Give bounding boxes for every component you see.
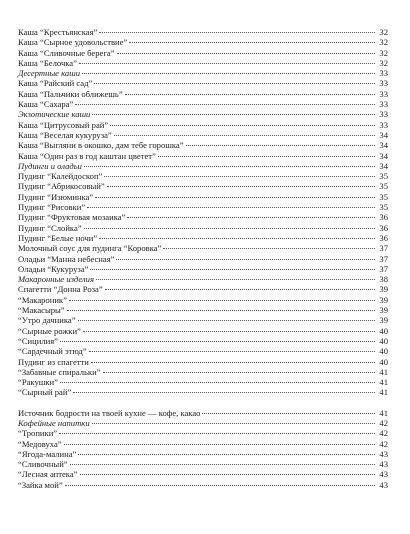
toc-entry	[18, 367, 388, 377]
toc-entry	[18, 202, 388, 212]
toc-entry	[18, 315, 388, 325]
toc-entry-page-number: 41	[379, 407, 388, 418]
toc-entry-title: Пудинг “Абрикосовый”	[18, 181, 105, 192]
toc-entry-title: “Лесная аптека”	[18, 469, 78, 480]
toc-entry	[18, 428, 388, 438]
toc-entry-page-number: 32	[379, 27, 388, 37]
toc-entry-title: Спагетти “Донна Роза”	[18, 284, 103, 295]
toc-entry-title: “Макароник”	[18, 294, 67, 305]
toc-entry-title: “Утро дачника”	[18, 315, 76, 326]
dot-leader	[78, 320, 375, 321]
table-of-contents	[18, 27, 388, 490]
toc-entry-page-number: 33	[379, 78, 388, 89]
toc-entry-title: Пудинг “Рисовки”	[18, 202, 86, 213]
toc-entry-title: Пудинги и оладьи	[18, 160, 82, 171]
toc-entry-title: “Тропики”	[18, 428, 58, 439]
toc-entry-title: Оладьи “Кукуруза”	[18, 263, 89, 274]
toc-entry-page-number: 35	[379, 171, 388, 182]
toc-entry-title: “Медовуха”	[18, 438, 62, 449]
toc-entry	[18, 326, 388, 336]
dot-leader	[60, 382, 375, 383]
toc-entry-page-number: 39	[379, 305, 388, 316]
toc-entry	[18, 233, 388, 243]
toc-entry-page-number: 36	[379, 232, 388, 243]
toc-entry	[18, 89, 388, 99]
dot-leader	[60, 341, 375, 342]
toc-entry-page-number: 33	[379, 99, 388, 110]
dot-leader	[186, 145, 375, 146]
toc-entry-page-number: 36	[379, 222, 388, 233]
toc-entry-page-number: 40	[379, 335, 388, 346]
toc-entry-page-number: 35	[379, 181, 388, 192]
toc-entry-title: Пудинг “Слойка”	[18, 222, 82, 233]
dot-leader	[79, 63, 375, 64]
toc-entry-page-number: 43	[379, 479, 388, 490]
dot-leader	[82, 73, 375, 74]
toc-entry-title: Каша “Пальчики оближешь”	[18, 88, 123, 99]
dot-leader	[163, 248, 375, 249]
toc-entry	[18, 387, 388, 397]
dot-leader	[202, 413, 375, 414]
toc-entry-title: Макаронные изделия	[18, 274, 94, 285]
toc-entry-title: Оладьи “Манна небесная”	[18, 253, 115, 264]
toc-entry-title: “Сырный рай”	[18, 387, 72, 398]
toc-entry	[18, 212, 388, 222]
toc-entry-title: Пудинг “Белые ночи”	[18, 232, 98, 243]
toc-entry-title: Экзотические каши	[18, 109, 91, 120]
dot-leader	[75, 104, 375, 105]
toc-entry-page-number: 34	[379, 160, 388, 171]
toc-entry	[18, 377, 388, 387]
dot-leader	[117, 53, 375, 54]
toc-entry-title: “Сливочный”	[18, 459, 68, 470]
dot-leader	[91, 362, 375, 363]
toc-entry	[18, 27, 388, 37]
toc-entry-title: Пудинг “Калейдоскоп”	[18, 171, 103, 182]
toc-section-heading	[18, 274, 388, 284]
toc-entry-title: “Сардечный этюд”	[18, 346, 87, 357]
toc-entry	[18, 254, 388, 264]
dot-leader	[129, 42, 375, 43]
toc-entry-page-number: 32	[379, 37, 388, 48]
toc-entry-page-number: 34	[379, 140, 388, 151]
toc-entry-title: Каша “Выгляни в окошко, дам тебе горошка”	[18, 140, 184, 151]
toc-entry	[18, 181, 388, 191]
toc-entry	[18, 357, 388, 367]
toc-entry	[18, 37, 388, 47]
toc-entry-page-number: 39	[379, 315, 388, 326]
toc-entry-title: “Ракушки”	[18, 377, 58, 388]
toc-entry	[18, 140, 388, 150]
dot-leader	[96, 279, 375, 280]
toc-entry-page-number: 43	[379, 448, 388, 459]
toc-entry-page-number: 42	[379, 428, 388, 439]
dot-leader	[90, 269, 375, 270]
toc-entry	[18, 171, 388, 181]
dot-leader	[125, 94, 375, 95]
dot-leader	[87, 207, 375, 208]
toc-entry-title: Каша “Сахара”	[18, 99, 74, 110]
toc-entry	[18, 295, 388, 305]
toc-section-heading	[18, 161, 388, 171]
dot-leader	[80, 474, 376, 475]
dot-leader	[116, 259, 375, 260]
toc-entry-page-number: 36	[379, 212, 388, 223]
toc-entry-title: Каша “Веселая кукуруза”	[18, 129, 112, 140]
toc-entry-title: Каша “Цитрусовый рай”	[18, 119, 109, 130]
dot-leader	[92, 423, 375, 424]
dot-leader	[92, 114, 375, 115]
toc-entry-page-number: 37	[379, 263, 388, 274]
toc-entry	[18, 78, 388, 88]
toc-entry-title: Пудинг “Изюминка”	[18, 191, 94, 202]
toc-entry-page-number: 40	[379, 325, 388, 336]
dot-leader	[105, 289, 375, 290]
toc-entry-title: Каша “Один раз в год каштан цветет”	[18, 150, 156, 161]
toc-entry	[18, 480, 388, 490]
dot-leader	[104, 176, 375, 177]
toc-entry	[18, 346, 388, 356]
toc-entry-title: Пудинг “Фруктовая мозаика”	[18, 212, 126, 223]
toc-entry-title: “Ягода-малина”	[18, 448, 77, 459]
dot-leader	[89, 351, 375, 352]
toc-entry-title: Пудинг из спагетти	[18, 356, 89, 367]
toc-entry	[18, 469, 388, 479]
dot-leader	[94, 83, 375, 84]
dot-leader	[127, 217, 375, 218]
toc-entry-page-number: 33	[379, 119, 388, 130]
toc-entry-title: “Зайка мой”	[18, 479, 63, 490]
toc-entry-title: Каша “Сливочные берега”	[18, 47, 115, 58]
toc-entry-title: “Макасыры”	[18, 305, 65, 316]
dot-leader	[99, 32, 375, 33]
toc-entry-title: Источник бодрости на твоей кухне — кофе, какао	[18, 407, 201, 418]
toc-entry-page-number: 41	[379, 366, 388, 377]
toc-entry-page-number: 37	[379, 253, 388, 264]
toc-entry-page-number: 43	[379, 459, 388, 470]
toc-entry	[18, 192, 388, 202]
dot-leader	[64, 444, 375, 445]
toc-entry-page-number: 40	[379, 356, 388, 367]
toc-entry	[18, 151, 388, 161]
toc-entry-title: “Забавные спиральки”	[18, 366, 101, 377]
dot-leader	[78, 454, 375, 455]
toc-entry-title: Каша “Крестьянская”	[18, 27, 98, 37]
dot-leader	[107, 186, 375, 187]
dot-leader	[114, 135, 375, 136]
dot-leader	[158, 156, 375, 157]
dot-leader	[99, 238, 375, 239]
toc-entry-page-number: 39	[379, 294, 388, 305]
toc-entry-page-number: 33	[379, 109, 388, 120]
toc-entry-title: “Сырные рожки”	[18, 325, 81, 336]
toc-section-heading	[18, 109, 388, 119]
toc-entry	[18, 58, 388, 68]
toc-entry	[18, 243, 388, 253]
dot-leader	[65, 485, 375, 486]
toc-section-heading	[18, 68, 388, 78]
toc-entry	[18, 449, 388, 459]
dot-leader	[84, 228, 375, 229]
dot-leader	[73, 392, 375, 393]
toc-entry	[18, 284, 388, 294]
toc-entry-title: Молочный соус для пудинга “Коровка”	[18, 243, 162, 254]
toc-entry	[18, 130, 388, 140]
dot-leader	[110, 125, 375, 126]
dot-leader	[70, 464, 375, 465]
dot-leader	[84, 166, 375, 167]
dot-leader	[103, 372, 375, 373]
toc-entry-page-number: 33	[379, 88, 388, 99]
toc-entry-title: Каша “Белочка”	[18, 57, 77, 68]
toc-entry	[18, 408, 388, 418]
toc-entry-page-number: 35	[379, 202, 388, 213]
toc-entry-page-number: 38	[379, 274, 388, 285]
toc-entry-page-number: 32	[379, 47, 388, 58]
toc-entry-page-number: 39	[379, 284, 388, 295]
toc-entry-title: Каша “Сырное удовольствие”	[18, 37, 128, 48]
dot-leader	[67, 310, 375, 311]
toc-entry	[18, 48, 388, 58]
toc-section-heading	[18, 418, 388, 428]
toc-entry-title: “Сицилия”	[18, 335, 58, 346]
toc-entry-page-number: 41	[379, 377, 388, 388]
toc-entry	[18, 439, 388, 449]
toc-entry-page-number: 34	[379, 150, 388, 161]
toc-entry-page-number: 42	[379, 417, 388, 428]
toc-entry-page-number: 43	[379, 469, 388, 480]
toc-entry	[18, 336, 388, 346]
toc-entry-page-number: 37	[379, 243, 388, 254]
toc-entry	[18, 264, 388, 274]
dot-leader	[95, 197, 375, 198]
dot-leader	[69, 300, 375, 301]
toc-entry-title: Кофейные напитки	[18, 417, 90, 428]
toc-entry-page-number: 41	[379, 387, 388, 398]
toc-entry-page-number: 33	[379, 68, 388, 79]
dot-leader	[83, 331, 375, 332]
toc-entry-page-number: 42	[379, 438, 388, 449]
toc-entry-title: Десертные каши	[18, 68, 81, 79]
toc-entry	[18, 99, 388, 109]
toc-entry	[18, 120, 388, 130]
toc-entry-page-number: 32	[379, 57, 388, 68]
toc-entry-title: Каша “Райский сад”	[18, 78, 93, 89]
dot-leader	[59, 433, 375, 434]
toc-entry	[18, 305, 388, 315]
toc-entry-page-number: 35	[379, 191, 388, 202]
toc-entry-page-number: 40	[379, 346, 388, 357]
toc-entry	[18, 459, 388, 469]
toc-entry	[18, 223, 388, 233]
toc-entry-page-number: 34	[379, 129, 388, 140]
